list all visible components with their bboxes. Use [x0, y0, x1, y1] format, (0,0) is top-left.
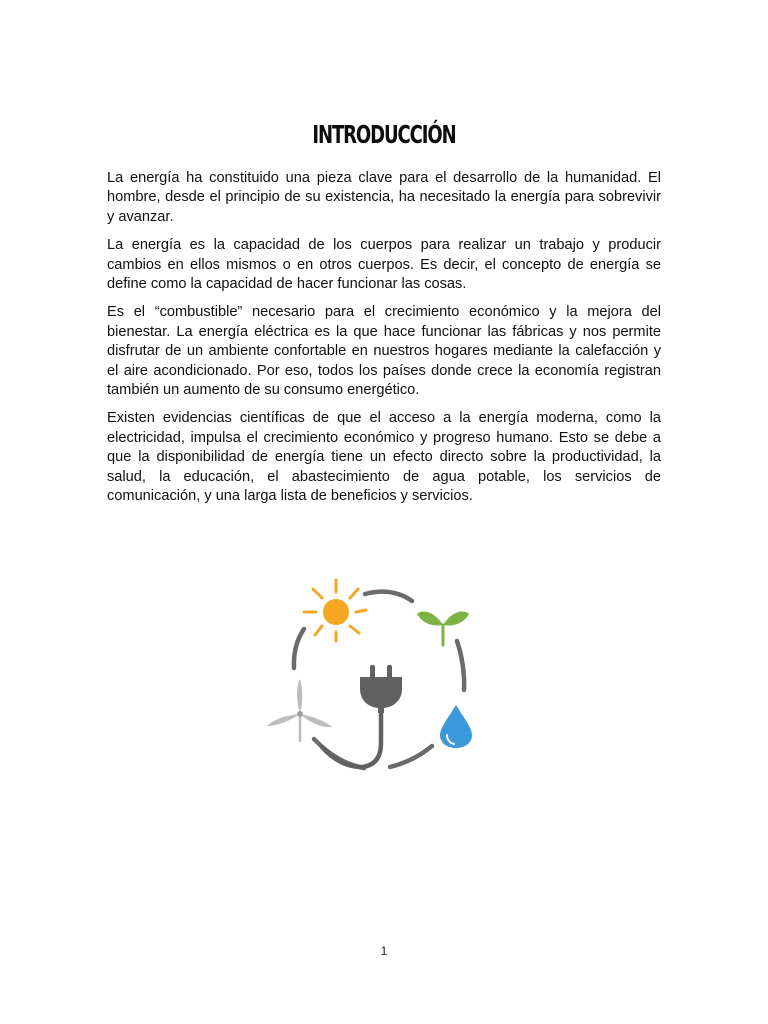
paragraph: La energía es la capacidad de los cuerpos para realizar un trabajo y producir cambios en ellos mismos o en otros cuerpos. Es decir, el concepto de energía se define como la capacidad de hacer funcionar las cosas. [107, 237, 661, 293]
paragraph: Es el “combustible” necesario para el crecimiento económico y la mejora del bienestar. La energía eléctrica es la que hace funcionar las fábricas y nos permite disfrutar de un ambiente confortable en nuestros hogares mediante la calefacción y el aire acondicionado. Por eso, todos los países donde crece la economía registran también un aumento de su consumo energético. [107, 304, 661, 399]
page-title: INTRODUCCIÓN [312, 120, 456, 149]
paragraph: La energía ha constituido una pieza clave para el desarrollo de la humanidad. El hombre, desde el principio de su existencia, ha necesitado la energía para sobrevivir y avanzar. [107, 170, 661, 225]
plug-icon [322, 665, 402, 767]
wind-turbine-icon [267, 679, 332, 742]
energy-illustration [262, 575, 478, 775]
sun-icon [304, 580, 366, 641]
paragraph: Existen evidencias científicas de que el acceso a la energía moderna, como la electricidad, impulsa el crecimiento económico y progreso humano. Esto se debe a que la disponibilidad de energía tiene un efecto directo sobre la productividad, la salud, la educación, el abastecimiento de agua potable, los servicios de comunicación, y una larga lista de beneficios y servicios. [107, 410, 661, 505]
page-number: 1 [380, 944, 388, 958]
water-drop-icon [440, 705, 472, 748]
sprout-icon [417, 612, 469, 645]
body-text [107, 169, 661, 516]
